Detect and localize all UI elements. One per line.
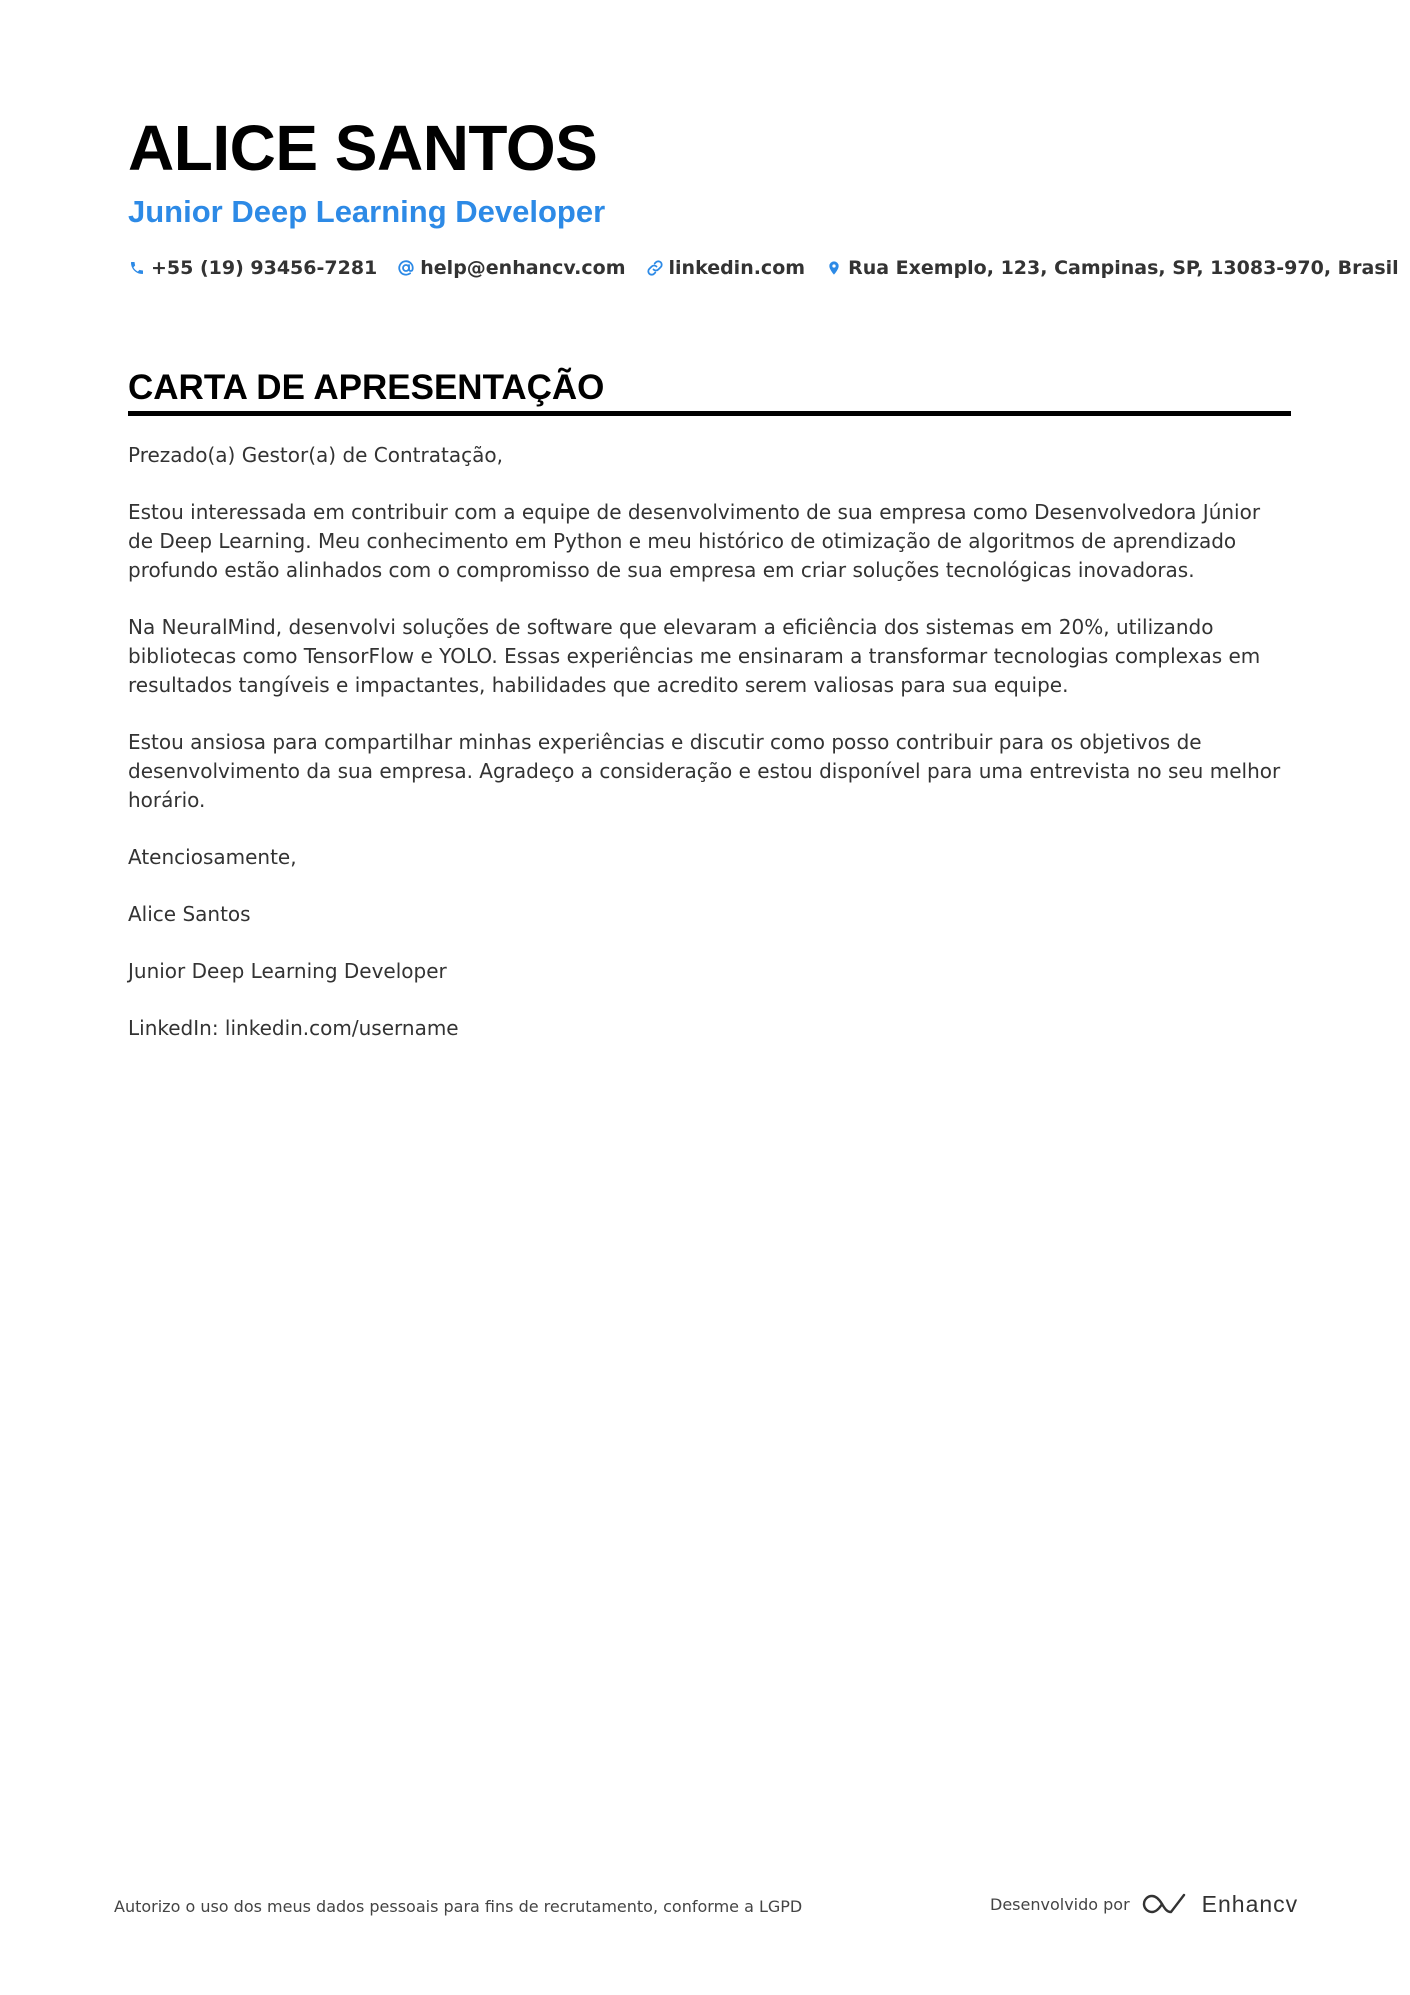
letter-body: [128, 441, 1291, 1071]
letter-paragraph-1: Estou interessada em contribuir com a equipe de desenvolvimento de sua empresa como Desenvolvedora Júnior de Deep Learning. Meu conhecimento em Python e meu histórico de otimização de algoritmos de aprendizado profundo estão alinhados com o compromisso de sua empresa em criar soluções tecnológicas inovadoras.: [128, 500, 1261, 582]
contact-bar: [128, 252, 1410, 284]
contact-address: [825, 257, 1399, 279]
section-title: CARTA DE APRESENTAÇÃO: [128, 368, 605, 407]
enhancv-logo-icon: [1142, 1890, 1190, 1918]
candidate-role: Junior Deep Learning Developer: [128, 194, 606, 229]
location-pin-icon: [825, 259, 843, 277]
developed-by-label: Desenvolvido por: [990, 1894, 1130, 1914]
contact-phone-text: +55 (19) 93456-7281: [151, 257, 378, 279]
section-divider: [128, 411, 1291, 416]
phone-icon: [128, 259, 146, 277]
letter-greeting: Prezado(a) Gestor(a) de Contratação,: [128, 443, 503, 467]
signature-name: Alice Santos: [128, 902, 251, 926]
signature-role: Junior Deep Learning Developer: [128, 959, 447, 983]
contact-email[interactable]: [397, 257, 625, 279]
footer-brand[interactable]: [990, 1890, 1298, 1918]
footer-consent-text: Autorizo o uso dos meus dados pessoais para fins de recrutamento, conforme a LGPD: [114, 1897, 803, 1916]
letter-closing: Atenciosamente,: [128, 845, 297, 869]
at-icon: [397, 259, 415, 277]
contact-linkedin-text: linkedin.com: [668, 257, 806, 279]
contact-email-text: help@enhancv.com: [420, 257, 626, 279]
contact-linkedin[interactable]: [646, 257, 806, 279]
contact-address-text: Rua Exemplo, 123, Campinas, SP, 13083-970, Brasil: [848, 257, 1399, 279]
link-icon: [646, 259, 664, 277]
letter-paragraph-3: Estou ansiosa para compartilhar minhas experiências e discutir como posso contribuir para os objetivos de desenvolvimento da sua empresa. Agradeço a consideração e estou disponível para uma entrevista no seu melhor horário.: [128, 730, 1281, 812]
signature-linkedin: LinkedIn: linkedin.com/username: [128, 1016, 459, 1040]
enhancv-logo-text: Enhancv: [1201, 1890, 1299, 1917]
candidate-name: ALICE SANTOS: [128, 112, 598, 184]
letter-paragraph-2: Na NeuralMind, desenvolvi soluções de software que elevaram a eficiência dos sistemas em 20%, utilizando bibliotecas como TensorFlow e YOLO. Essas experiências me ensinaram a transformar tecnologias complexas em resultados tangíveis e impactantes, habilidades que acredito serem valiosas para sua equipe.: [128, 615, 1261, 697]
contact-phone[interactable]: [128, 257, 377, 279]
